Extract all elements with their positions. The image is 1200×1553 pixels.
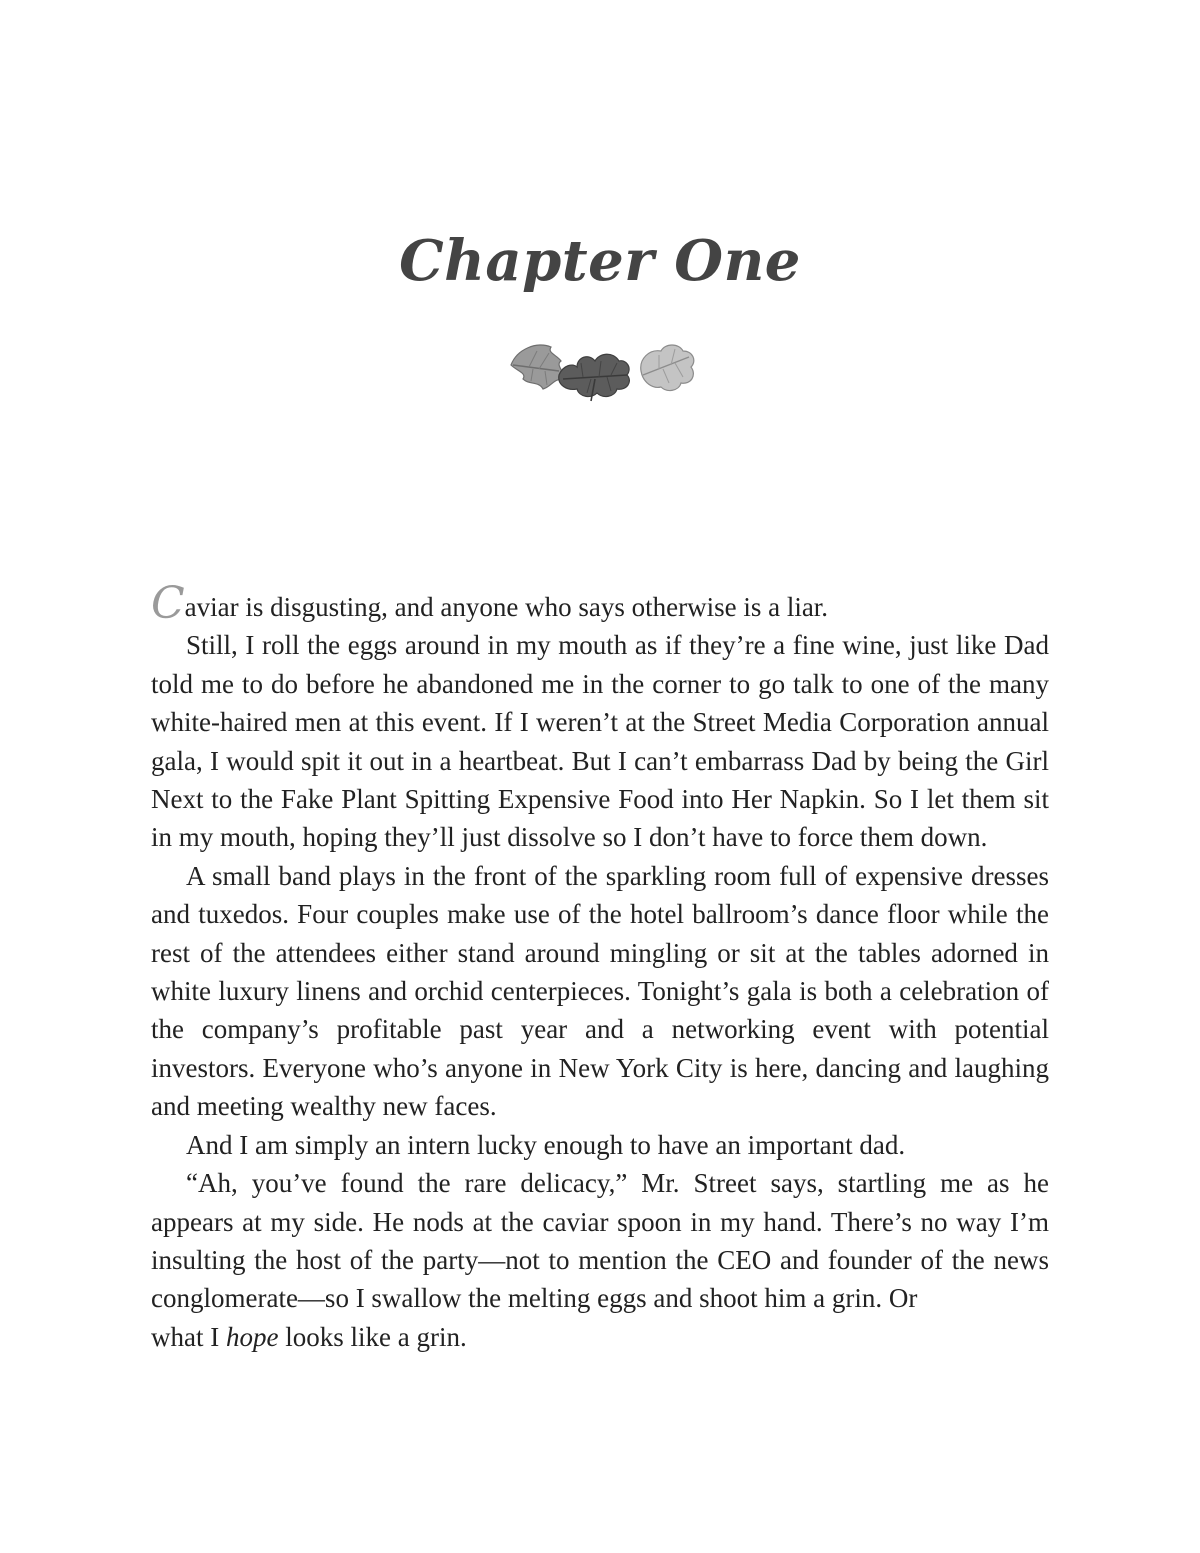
- chapter-title: Chapter One: [399, 228, 801, 294]
- left-leaf-icon: [511, 345, 563, 389]
- autumn-leaves-ornament-icon: [503, 335, 699, 407]
- center-leaf-icon: [559, 354, 630, 401]
- right-leaf-icon: [641, 345, 694, 390]
- paragraph-4: And I am simply an intern lucky enough to have an important dad.: [186, 1129, 906, 1160]
- chapter-body: [151, 578, 1049, 1356]
- paragraph-5-end-rest: looks like a grin.: [278, 1321, 467, 1352]
- paragraph-1: [151, 578, 1049, 629]
- paragraph-1-text: aviar is disgusting, and anyone who says otherwise is a liar.: [184, 592, 829, 622]
- drop-cap: C: [151, 578, 185, 629]
- paragraph-3: A small band plays in the front of the sparkling room full of expensive dresses and tuxedos. Four couples make use of the hotel ballroom’s dance floor while the rest of the attendees either stand around mingling or sit at the tables adorned in white luxury linens and orchid centerpieces. Tonight’s gala is both a celebration of the company’s profitable past year and a networking event with potential investors. Everyone who’s anyone in New York City is here, dancing and laughing and meeting wealthy new faces.: [151, 860, 1049, 1122]
- paragraph-2: Still, I roll the eggs around in my mouth as if they’re a fine wine, just like Dad told me to do before he abandoned me in the corner to go talk to one of the many white-haired men at this event. If I weren’t at the Street Media Corporation annual gala, I would spit it out in a heartbeat. But I can’t embarrass Dad by being the Girl Next to the Fake Plant Spitting Expensive Food into Her Napkin. So I let them sit in my mouth, hoping they’ll just dissolve so I don’t have to force them down.: [151, 630, 1049, 853]
- paragraph-5-end: [151, 1318, 1049, 1356]
- paragraph-5-end-start: what I: [151, 1321, 226, 1352]
- emphasis-hope: hope: [225, 1321, 279, 1352]
- paragraph-5: “Ah, you’ve found the rare delicacy,” Mr. Street says, startling me as he appears at my side. He nods at the caviar spoon in my hand. There’s no way I’m insulting the host of the party—not to mention the CEO and founder of the news conglomerate—so I swallow the melting eggs and shoot him a grin. Or: [151, 1168, 1049, 1314]
